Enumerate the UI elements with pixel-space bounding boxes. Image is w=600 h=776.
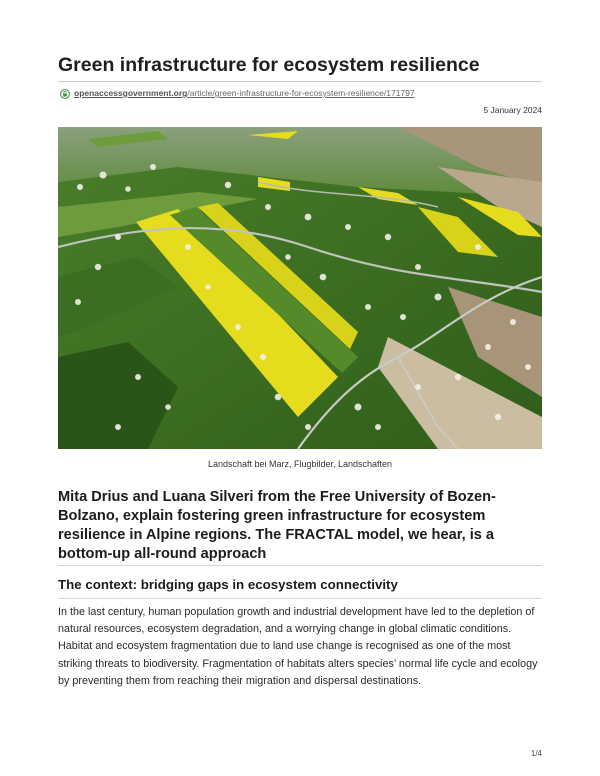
body-paragraph: In the last century, human population growth and industrial development have led to the depletion of natural resources, ecosystem degradation, and a worrying change in global climatic conditions. Habitat and ecosystem fragmentation due to land use change is recognised as one of the most striking threats to biodiversity. Fragmentation of habitats alters species’ normal life cycle and ecology by preventing them from reaching their migration and dispersal destinations. (58, 606, 538, 687)
section-heading: The context: bridging gaps in ecosystem connectivity (58, 577, 398, 592)
section-heading-divider (58, 598, 542, 599)
source-url-path[interactable]: /article/green-infrastructure-for-ecosystem-resilience/171797 (187, 88, 415, 98)
title-divider (58, 81, 542, 82)
source-url[interactable] (60, 87, 415, 99)
publish-date: 5 January 2024 (483, 105, 542, 115)
hero-aerial-landscape-image (58, 127, 542, 449)
article-standfirst: Mita Drius and Luana Silveri from the Free University of Bozen-Bolzano, explain fostering green infrastructure for ecosystem resilience in Alpine regions. The FRACTAL model, we hear, is a bottom-up all-round approach (58, 489, 496, 562)
image-caption: Landschaft bei Marz, Flugbilder, Landschaften (207, 459, 393, 469)
source-url-domain[interactable]: openaccessgovernment.org (74, 88, 188, 98)
standfirst-divider (58, 565, 542, 566)
lock-icon (60, 89, 70, 99)
article-title: Green infrastructure for ecosystem resilience (58, 54, 480, 76)
page-number: 1/4 (530, 749, 542, 758)
